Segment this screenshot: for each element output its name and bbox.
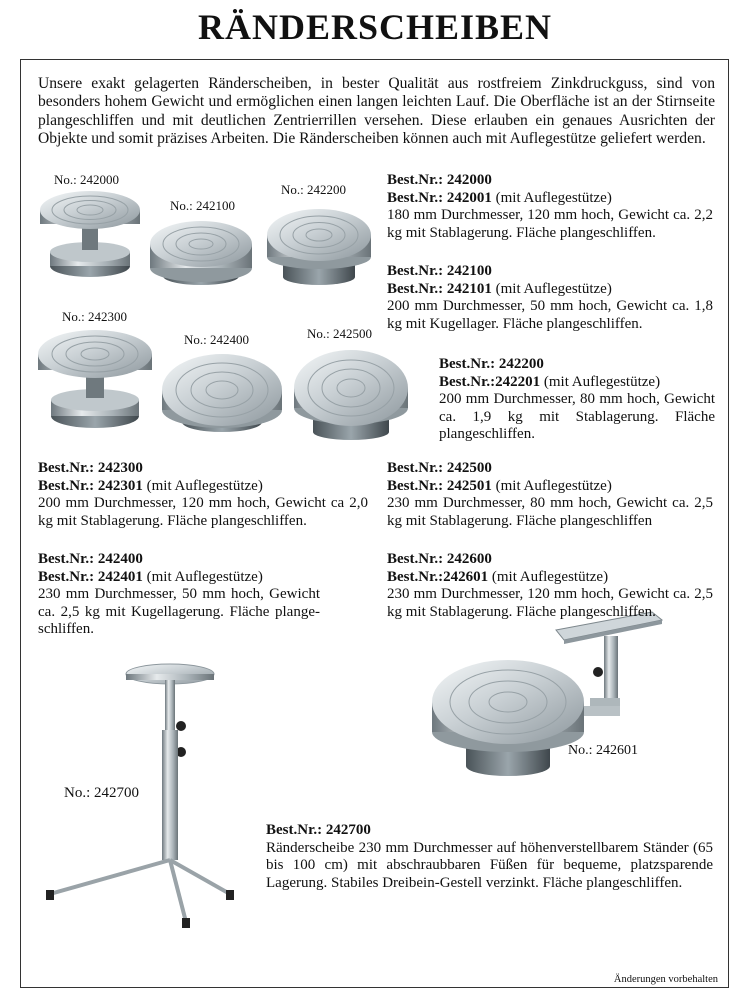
- product-description: 230 mm Durchmesser, 50 mm hoch, Gewicht ca. 2,5 kg mit Kugellagerung. Fläche plange- schliffen.: [38, 586, 320, 638]
- product-242400: [38, 551, 368, 639]
- order-number: Best.Nr.: 242600: [387, 551, 492, 567]
- support-note: (mit Auflegestütze): [142, 477, 263, 494]
- turntable-242000-image: [38, 186, 142, 284]
- turntable-242500-image: [292, 344, 410, 442]
- image-label-242100: No.: 242100: [170, 198, 235, 213]
- order-number-alt: Best.Nr.: 242501: [387, 477, 492, 494]
- support-note: (mit Auflegestütze): [491, 189, 612, 206]
- order-number: Best.Nr.: 242400: [38, 551, 143, 567]
- product-242200: [439, 356, 715, 444]
- product-description: Ränderscheibe 230 mm Durchmesser auf höhenverstellbarem Ständer (65 bis 100 cm) mit abschraubbaren Füßen für bequeme, platzsparende Lagerung. Stabiles Dreibein-Gestell verzinkt. Fläche plangeschliffen.: [266, 839, 713, 891]
- order-number-alt: Best.Nr.: 242101: [387, 280, 492, 297]
- order-number-alt: Best.Nr.: 242001: [387, 189, 492, 206]
- order-number: Best.Nr.: 242300: [38, 460, 143, 476]
- order-number-alt: Best.Nr.: 242401: [38, 568, 143, 585]
- image-label-242300: No.: 242300: [62, 309, 127, 324]
- product-description: 180 mm Durchmesser, 120 mm hoch, Gewicht ca. 2,2 kg mit Stablagerung. Fläche plangeschliffen.: [387, 207, 713, 241]
- image-label-242700: No.: 242700: [64, 785, 139, 801]
- product-242000: [387, 172, 713, 242]
- product-242500: [387, 460, 713, 530]
- order-number-alt: Best.Nr.:242201: [439, 373, 541, 390]
- turntable-242400-image: [160, 348, 284, 438]
- product-description: 200 mm Durchmesser, 120 mm hoch, Gewicht ca 2,0 kg mit Stablagerung. Fläche plangeschliffen.: [38, 495, 368, 529]
- image-label-242000: No.: 242000: [54, 172, 119, 187]
- product-242700: [266, 822, 713, 892]
- image-label-242601: No.: 242601: [568, 743, 638, 758]
- turntable-242300-image: [36, 326, 154, 434]
- turntable-242200-image: [265, 205, 373, 289]
- product-description: 200 mm Durchmesser, 50 mm hoch, Gewicht ca. 1,8 kg mit Kugellager. Fläche plangeschliffen.: [387, 298, 713, 332]
- product-description: 230 mm Durchmesser, 120 mm hoch, Gewicht ca. 2,5 kg mit Stablagerung. Fläche plangeschliffen.: [387, 586, 713, 620]
- page-title: RÄNDERSCHEIBEN: [197, 7, 553, 47]
- product-description: 200 mm Durchmesser, 80 mm hoch, Gewicht ca. 1,9 kg mit Stablagerung. Fläche plangeschliffen.: [439, 391, 715, 443]
- image-label-242500: No.: 242500: [307, 326, 372, 341]
- product-242100: [387, 263, 713, 333]
- product-242300: [38, 460, 368, 530]
- footer-note: Änderungen vorbehalten: [613, 974, 718, 985]
- order-number: Best.Nr.: 242500: [387, 460, 492, 476]
- product-242600: [387, 551, 713, 621]
- order-number: Best.Nr.: 242700: [266, 822, 371, 838]
- order-number-alt: Best.Nr.: 242301: [38, 477, 143, 494]
- support-note: (mit Auflegestütze): [142, 568, 263, 585]
- image-label-242400: No.: 242400: [184, 332, 249, 347]
- support-note: (mit Auflegestütze): [540, 373, 661, 390]
- image-label-242200: No.: 242200: [281, 182, 346, 197]
- product-description: 230 mm Durchmesser, 80 mm hoch, Gewicht ca. 2,5 kg mit Stablagerung. Fläche plangeschliffen: [387, 495, 713, 529]
- support-note: (mit Auflegestütze): [491, 280, 612, 297]
- support-note: (mit Auflegestütze): [488, 568, 609, 585]
- order-number: Best.Nr.: 242200: [439, 356, 544, 372]
- order-number: Best.Nr.: 242100: [387, 263, 492, 279]
- order-number: Best.Nr.: 242000: [387, 172, 492, 188]
- intro-text: Unsere exakt gelagerten Ränderscheiben, in bester Qualität aus rostfreiem Zinkdruckguss, sind von besonders hohem Gewicht und ermöglichen einen langen leichten Lauf. Die Oberfläche ist an der Stirnseite plangeschliffen und mit deutlichen Zentrierrillen versehen. Diese erlauben ein genaues Ausrichten der Objekte und somit präzises Arbeiten. Die Ränderscheiben können auch mit Auflegestütze geliefert werden.: [38, 75, 715, 148]
- support-note: (mit Auflegestütze): [491, 477, 612, 494]
- order-number-alt: Best.Nr.:242601: [387, 568, 489, 585]
- turntable-242100-image: [148, 218, 254, 290]
